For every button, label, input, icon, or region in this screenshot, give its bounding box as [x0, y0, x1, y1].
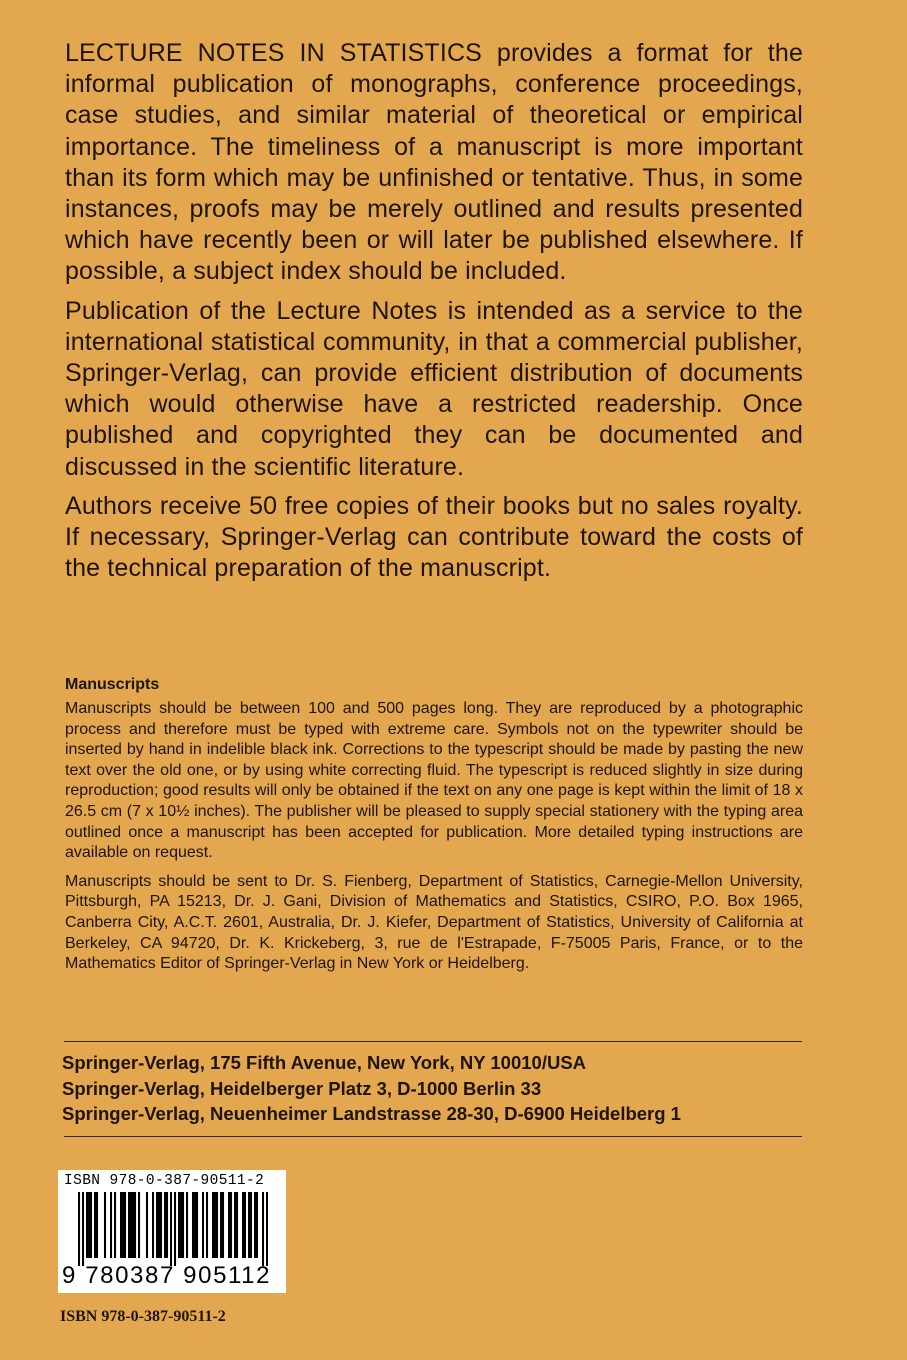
barcode-bar — [138, 1192, 140, 1258]
barcode-bar — [122, 1192, 124, 1258]
barcode-bar — [178, 1192, 180, 1258]
barcode-bar — [88, 1192, 90, 1258]
barcode-bar — [104, 1192, 106, 1258]
barcode-bar — [128, 1192, 130, 1258]
address-berlin: Springer-Verlag, Heidelberger Platz 3, D-1000 Berlin 33 — [62, 1077, 542, 1099]
barcode-bar — [254, 1192, 256, 1258]
isbn-barcode — [58, 1170, 286, 1293]
barcode-bar — [236, 1192, 238, 1258]
barcode-bar — [196, 1192, 198, 1258]
barcode-bar — [146, 1192, 148, 1258]
barcode-bar — [164, 1192, 166, 1258]
barcode-bar — [194, 1192, 196, 1258]
barcode-bar — [262, 1192, 264, 1266]
barcode-bar — [158, 1192, 160, 1258]
barcode-bar — [82, 1192, 84, 1266]
barcode-bar — [180, 1192, 182, 1258]
barcode-bar — [214, 1192, 216, 1258]
barcode-bar — [256, 1192, 258, 1258]
barcode-bar — [220, 1192, 222, 1258]
barcode-bar — [250, 1192, 252, 1258]
series-description — [65, 38, 803, 592]
isbn-footer: ISBN 978-0-387-90511-2 — [60, 1308, 226, 1325]
divider-bottom — [64, 1136, 802, 1137]
intro-paragraph-1: LECTURE NOTES IN STATISTICS provides a format for the informal publication of monographs, conference proceedings, case studies, and similar material of theoretical or empirical importance. The timeliness of a manuscript is more important than its form which may be unfinished or tentative. Thus, in some instances, proofs may be merely outlined and results presented which have recently been or will later be published elsewhere. If possible, a subject index should be included. — [65, 39, 803, 286]
barcode-bar — [132, 1192, 134, 1258]
barcode-bar — [266, 1192, 268, 1266]
barcode-bar — [134, 1192, 136, 1258]
barcode-bar — [192, 1192, 194, 1258]
barcode-bar — [78, 1192, 80, 1266]
manuscripts-section — [65, 675, 803, 983]
barcode-bar — [130, 1192, 132, 1258]
barcode-bar — [242, 1192, 244, 1258]
manuscripts-paragraph-1: Manuscripts should be between 100 and 500 pages long. They are reproduced by a photographic process and therefore must be typed with extreme care. Symbols not on the typewriter should be inserted by hand in indelible black ink. Corrections to the typescript should be made by pasting the new text over the old one, or by using white correcting fluid. The typescript is reduced slightly in size during reproduction; good results will only be obtained if the text on any one page is kept within the limit of 18 x 26.5 cm (7 x 10½ inches). The publisher will be pleased to supply special stationery with the typing area outlined once a manuscript has been accepted for publication. More detailed typing instructions are available on request. — [65, 700, 803, 862]
barcode-bar — [90, 1192, 92, 1258]
barcode-bar — [120, 1192, 122, 1258]
barcode-bar — [186, 1192, 188, 1258]
barcode-bar — [156, 1192, 158, 1258]
intro-paragraph-2: Publication of the Lecture Notes is intended as a service to the international statistical community, in that a commercial publisher, Springer-Verlag, can provide efficient distribution of documents which would otherwise have a restricted readership. Once published and copyrighted they can be documented and discussed in the scientific literature. — [65, 296, 803, 481]
intro-paragraph-3: Authors receive 50 free copies of their books but no sales royalty. If necessary, Springer-Verlag can contribute toward the costs of the technical preparation of the manuscript. — [65, 491, 803, 583]
barcode-bar — [170, 1192, 172, 1266]
barcode-bar — [234, 1192, 236, 1258]
barcode-bars — [78, 1192, 268, 1266]
divider-top — [64, 1041, 802, 1042]
publisher-addresses — [62, 1050, 812, 1127]
barcode-bar — [244, 1192, 246, 1258]
address-heidelberg: Springer-Verlag, Neuenheimer Landstrasse 28-30, D-6900 Heidelberg 1 — [62, 1103, 681, 1124]
barcode-bar — [174, 1192, 176, 1266]
barcode-bar — [96, 1192, 98, 1258]
barcode-bar — [212, 1192, 214, 1258]
barcode-isbn-label: ISBN 978-0-387-90511-2 — [64, 1173, 265, 1189]
manuscripts-heading: Manuscripts — [65, 676, 160, 693]
barcode-bar — [124, 1192, 126, 1258]
barcode-bar — [160, 1192, 162, 1258]
barcode-bar — [114, 1192, 116, 1258]
barcode-bar — [166, 1192, 168, 1258]
barcode-bar — [202, 1192, 204, 1258]
barcode-bar — [182, 1192, 184, 1258]
address-new-york: Springer-Verlag, 175 Fifth Avenue, New York, NY 10010/USA — [62, 1052, 587, 1073]
barcode-bar — [230, 1192, 232, 1258]
barcode-bar — [228, 1192, 230, 1258]
barcode-digits: 9 780387 905112 — [62, 1262, 272, 1289]
barcode-bar — [94, 1192, 96, 1258]
barcode-bar — [110, 1192, 112, 1258]
barcode-bar — [222, 1192, 224, 1258]
barcode-bar — [216, 1192, 218, 1258]
barcode-bar — [248, 1192, 250, 1258]
manuscripts-paragraph-2: Manuscripts should be sent to Dr. S. Fienberg, Department of Statistics, Carnegie-Mellon University, Pittsburgh, PA 15213, Dr. J. Gani, Division of Mathematics and Statistics, CSIRO, P.O. Box 1965, Canberra City, A.C.T. 2601, Australia, Dr. J. Kiefer, Department of Statistics, University of California at Berkeley, CA 94720, Dr. K. Krickeberg, 3, rue de l'Estrapade, F-75005 Paris, France, or to the Mathematics Editor of Springer-Verlag in New York or Heidelberg. — [65, 872, 803, 973]
barcode-bar — [152, 1192, 154, 1258]
barcode-bar — [86, 1192, 88, 1258]
barcode-bar — [206, 1192, 208, 1258]
